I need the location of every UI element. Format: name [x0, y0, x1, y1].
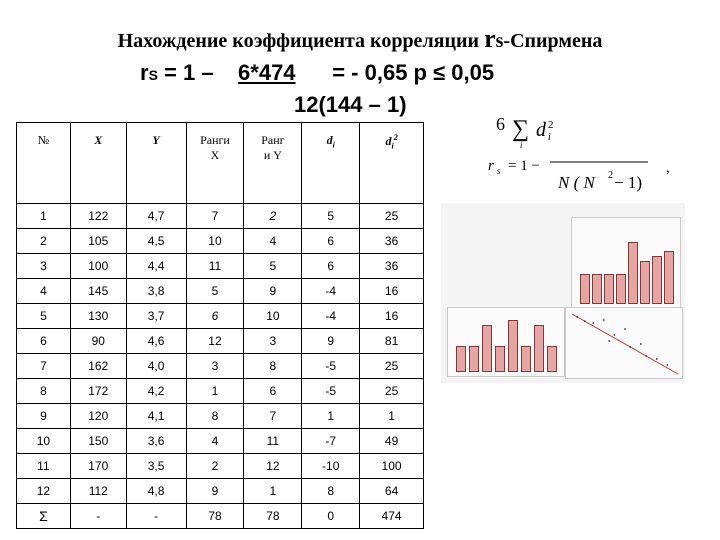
scatter-point [614, 334, 616, 336]
table-cell: 3,7 [126, 304, 186, 329]
table-row [17, 304, 424, 329]
header-rank-x-label: Ранги X [200, 133, 230, 162]
table-cell: 5 [186, 279, 244, 304]
table-cell: 7 [186, 204, 244, 229]
rs-under-sum: i [520, 140, 523, 150]
thumb-bar [495, 346, 505, 372]
thumb-bar [508, 320, 518, 372]
thumb-bar [547, 346, 557, 372]
scatter-point [656, 358, 658, 360]
table-cell: 170 [70, 454, 126, 479]
thumb-bar [640, 261, 650, 304]
table-row [17, 329, 424, 354]
rs-num-coef: 6 [496, 116, 505, 134]
table-cell: 9 [186, 479, 244, 504]
thumb-bar [604, 274, 614, 304]
scatter-point [645, 355, 647, 357]
rs-comma: , [666, 160, 670, 176]
scatter-point [624, 328, 626, 330]
spearman-formula [488, 116, 698, 196]
ranks-table [16, 122, 424, 529]
table-cell: 1 [17, 204, 71, 229]
sum-cell: 78 [186, 504, 244, 529]
scatter-point [603, 319, 605, 321]
table-cell: 3,5 [126, 454, 186, 479]
thumb-bar [616, 274, 626, 304]
table-cell: 16 [360, 279, 424, 304]
table-row [17, 429, 424, 454]
table-cell: 25 [360, 204, 424, 229]
table-cell: 3,6 [126, 429, 186, 454]
sum-cell: - [70, 504, 126, 529]
table-row [17, 229, 424, 254]
table-cell: 7 [244, 404, 302, 429]
table-cell: 64 [360, 479, 424, 504]
table-cell: 4,4 [126, 254, 186, 279]
rs-eq: = 1 − [508, 158, 540, 174]
table-cell: 16 [360, 304, 424, 329]
table-cell: 2 [244, 204, 302, 229]
formula-lhs: r [140, 60, 149, 85]
table-cell: 130 [70, 304, 126, 329]
thumb-bar [469, 346, 479, 372]
header-rank-y [244, 123, 302, 204]
table-cell: -4 [302, 304, 360, 329]
table-cell: 36 [360, 229, 424, 254]
table-cell: -4 [302, 279, 360, 304]
table-cell: 8 [302, 479, 360, 504]
table-cell: 4,8 [126, 479, 186, 504]
table-cell: 2 [186, 454, 244, 479]
table-cell: 25 [360, 379, 424, 404]
sum-symbol: Σ [17, 504, 71, 529]
rs-lhs: r [488, 158, 494, 174]
table-row [17, 479, 424, 504]
table-cell: 1 [360, 404, 424, 429]
table-cell: 1 [244, 479, 302, 504]
title-text: Нахождение коэффициента корреляции [117, 30, 485, 52]
table-cell: 4 [244, 229, 302, 254]
rs-den: N ( N [558, 173, 595, 192]
scatter-point [608, 340, 610, 342]
table-cell: 6 [302, 229, 360, 254]
scatter-point [629, 346, 631, 348]
thumb-bar [592, 274, 602, 304]
table-cell: -7 [302, 429, 360, 454]
table-cell: 10 [186, 229, 244, 254]
table-cell: 105 [70, 229, 126, 254]
table-cell: 9 [17, 404, 71, 429]
table-cell: -5 [302, 379, 360, 404]
table-cell: 8 [244, 354, 302, 379]
table-cell: 49 [360, 429, 424, 454]
table-cell: 122 [70, 204, 126, 229]
slide-title [0, 24, 720, 54]
scatter-svg [566, 308, 684, 380]
scatter-point [592, 322, 594, 324]
thumb-bar [521, 346, 531, 372]
title-symbol-sub: s [495, 30, 504, 52]
table-cell: 81 [360, 329, 424, 354]
table-cell: 120 [70, 404, 126, 429]
table-header-row [17, 123, 424, 204]
thumb-scatter-chart [565, 307, 683, 379]
table-row [17, 354, 424, 379]
header-rank-x [186, 123, 244, 204]
table-cell: 9 [302, 329, 360, 354]
scatter-point [576, 316, 578, 318]
thumb-bar [534, 325, 544, 372]
thumbnail-charts [441, 203, 685, 383]
formula-lhs-sub: S [148, 67, 158, 83]
table-cell: 11 [244, 429, 302, 454]
table-row [17, 404, 424, 429]
table-cell: 36 [360, 254, 424, 279]
formula-part2: = - 0,65 p ≤ 0,05 [326, 60, 495, 85]
header-rank-y-label: Ранг и Y [261, 133, 285, 162]
calc-formula-denominator: 12(144 – 1) [294, 92, 407, 117]
table-cell: 6 [302, 254, 360, 279]
table-cell: 112 [70, 479, 126, 504]
table-cell: 5 [302, 204, 360, 229]
table-cell: 4,5 [126, 229, 186, 254]
table-cell: 6 [17, 329, 71, 354]
sum-cell: 78 [244, 504, 302, 529]
header-di: $d_i$ [302, 123, 360, 204]
table-cell: 4,2 [126, 379, 186, 404]
table-cell: 4,7 [126, 204, 186, 229]
table-cell: 150 [70, 429, 126, 454]
table-cell: 11 [17, 454, 71, 479]
scatter-point [640, 343, 642, 345]
sum-cell: 474 [360, 504, 424, 529]
table-cell: 1 [302, 404, 360, 429]
table-row [17, 379, 424, 404]
table-cell: 5 [244, 254, 302, 279]
header-number: № [17, 123, 71, 204]
table-cell: 5 [17, 304, 71, 329]
table-cell: 6 [244, 379, 302, 404]
calc-formula-line1 [140, 60, 494, 86]
table-cell: 3,8 [126, 279, 186, 304]
table-cell: -10 [302, 454, 360, 479]
table-cell: 3 [244, 329, 302, 354]
sum-cell: 0 [302, 504, 360, 529]
rs-lhs-sub: s [497, 166, 501, 176]
sum-cell: - [126, 504, 186, 529]
thumb-bar-chart-top [571, 217, 681, 309]
thumb-bar [652, 256, 662, 304]
table-cell: 2 [17, 229, 71, 254]
table-cell: -5 [302, 354, 360, 379]
table-cell: 12 [186, 329, 244, 354]
table-row [17, 204, 424, 229]
thumb-bar [456, 346, 466, 372]
table-cell: 6 [186, 304, 244, 329]
table-cell: 11 [186, 254, 244, 279]
header-di2: $d_i^2$ [360, 123, 424, 204]
table-cell: 4,1 [126, 404, 186, 429]
table-cell: 100 [70, 254, 126, 279]
title-symbol: r [484, 24, 496, 53]
formula-numerator: 6*474 [238, 60, 296, 85]
header-x: X [70, 123, 126, 204]
table-cell: 1 [186, 379, 244, 404]
table-row [17, 254, 424, 279]
table-cell: 7 [17, 354, 71, 379]
title-suffix: -Спирмена [503, 30, 603, 52]
thumb-bar [580, 274, 590, 304]
table-cell: 145 [70, 279, 126, 304]
table-cell: 9 [244, 279, 302, 304]
table-cell: 3 [17, 254, 71, 279]
table-cell: 8 [17, 379, 71, 404]
rs-num-var: d [536, 119, 546, 141]
table-row [17, 279, 424, 304]
thumb-bar-chart-bottom [447, 307, 565, 377]
thumb-bar [628, 242, 638, 304]
thumb-bar [664, 251, 674, 304]
table-cell: 10 [244, 304, 302, 329]
table-cell: 4 [17, 279, 71, 304]
table-cell: 8 [186, 404, 244, 429]
rs-den-exp: 2 [608, 170, 613, 181]
table-cell: 10 [17, 429, 71, 454]
table-cell: 90 [70, 329, 126, 354]
header-y: Y [126, 123, 186, 204]
table-cell: 100 [360, 454, 424, 479]
rs-num-exp: 2 [548, 119, 554, 131]
table-cell: 12 [17, 479, 71, 504]
scatter-point [584, 320, 586, 322]
table-cell: 25 [360, 354, 424, 379]
rs-sum-symbol: ∑ [512, 116, 530, 142]
rs-num-sub: i [548, 132, 551, 143]
table-cell: 4 [186, 429, 244, 454]
table-cell: 12 [244, 454, 302, 479]
table-cell: 172 [70, 379, 126, 404]
table-cell: 4,0 [126, 354, 186, 379]
rs-den-tail: − 1) [614, 173, 642, 192]
scatter-point [667, 364, 669, 366]
scatter-trend-line [572, 314, 678, 374]
thumb-bar [482, 325, 492, 372]
formula-part1: = 1 – [157, 60, 220, 85]
table-row [17, 454, 424, 479]
table-cell: 3 [186, 354, 244, 379]
table-cell: 162 [70, 354, 126, 379]
table-cell: 4,6 [126, 329, 186, 354]
table-sum-row [17, 504, 424, 529]
